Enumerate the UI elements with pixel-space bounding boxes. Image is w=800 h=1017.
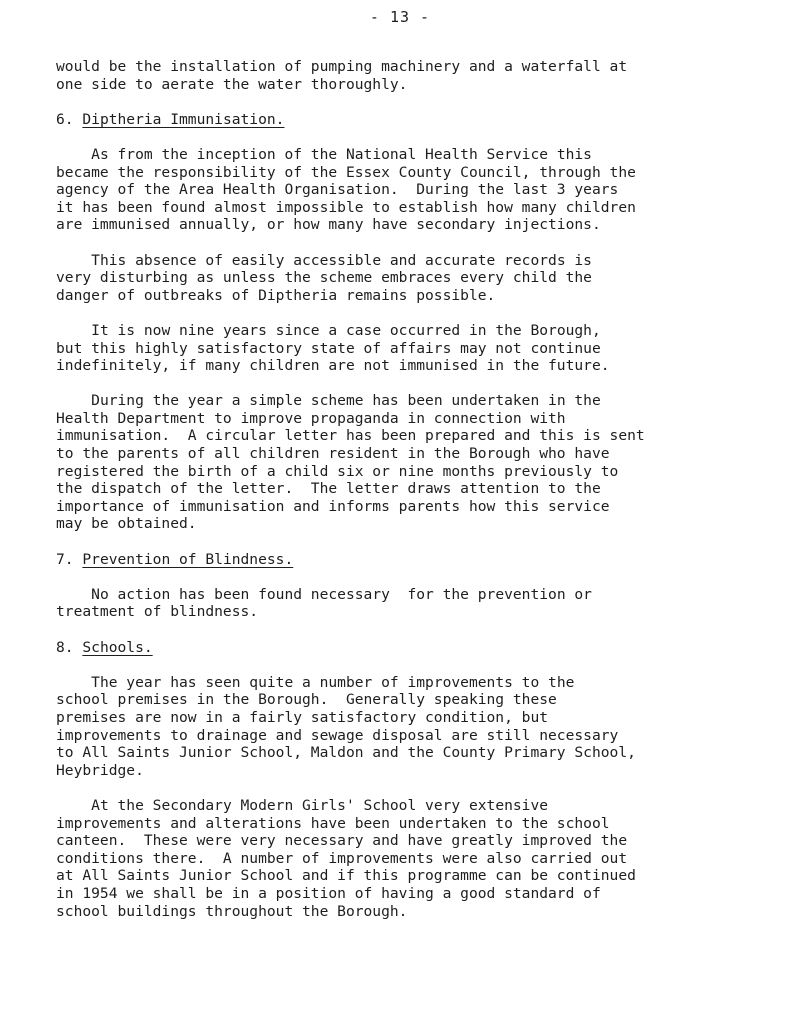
text-line: No action has been found necessary for the prevention or [91,585,592,603]
text-line: school buildings throughout the Borough. [56,902,408,920]
text-line: At the Secondary Modern Girls' School very extensive [91,796,549,814]
paragraph [56,797,776,920]
paragraph [56,586,776,621]
text-line: one side to aerate the water thoroughly. [56,75,408,93]
text-line: to All Saints Junior School, Maldon and the County Primary School, [56,744,636,762]
text-line: registered the birth of a child six or nine months previously to [56,462,619,480]
paragraph [56,58,776,93]
paragraph [56,392,776,533]
text-line: school premises in the Borough. Generally speaking these [56,691,557,709]
document-body [56,58,776,938]
text-line: During the year a simple scheme has been undertaken in the [91,392,601,410]
section-heading [56,551,776,569]
text-line: at All Saints Junior School and if this programme can be continued [56,867,636,885]
text-line: would be the installation of pumping machinery and a waterfall at [56,58,628,75]
text-line: the dispatch of the letter. The letter draws attention to the [56,480,601,498]
section-title: Diptheria Immunisation. [82,110,285,128]
section-title: Prevention of Blindness. [82,550,294,568]
text-line: to the parents of all children resident in the Borough who have [56,445,610,463]
section-number: 7. [56,550,74,568]
text-line: may be obtained. [56,515,197,533]
paragraph [56,674,776,780]
section-title: Schools. [82,638,153,656]
text-line: agency of the Area Health Organisation. During the last 3 years [56,181,619,199]
text-line: This absence of easily accessible and accurate records is [91,251,592,269]
paragraph [56,146,776,234]
text-line: Heybridge. [56,761,144,779]
section-heading [56,639,776,657]
text-line: it has been found almost impossible to establish how many children [56,198,636,216]
text-line: very disturbing as unless the scheme embraces every child the [56,269,592,287]
text-line: importance of immunisation and informs parents how this service [56,497,610,515]
paragraph [56,322,776,375]
text-line: improvements to drainage and sewage disposal are still necessary [56,726,619,744]
text-line: indefinitely, if many children are not immunised in the future. [56,357,610,375]
text-line: canteen. These were very necessary and have greatly improved the [56,832,628,850]
text-line: Health Department to improve propaganda in connection with [56,409,566,427]
text-line: It is now nine years since a case occurred in the Borough, [91,321,601,339]
text-line: improvements and alterations have been undertaken to the school [56,814,610,832]
section-heading [56,111,776,129]
text-line: are immunised annually, or how many have secondary injections. [56,216,601,234]
section-number: 8. [56,638,74,656]
text-line: became the responsibility of the Essex County Council, through the [56,163,636,181]
text-line: immunisation. A circular letter has been prepared and this is sent [56,427,645,445]
text-line: premises are now in a fairly satisfactory condition, but [56,708,549,726]
text-line: in 1954 we shall be in a position of having a good standard of [56,884,601,902]
text-line: As from the inception of the National Health Service this [91,145,592,163]
paragraph [56,252,776,305]
text-line: The year has seen quite a number of improvements to the [91,673,575,691]
section-number: 6. [56,110,74,128]
text-line: treatment of blindness. [56,603,259,621]
text-line: danger of outbreaks of Diptheria remains possible. [56,286,496,304]
page-number: - 13 - [369,8,431,26]
text-line: conditions there. A number of improvements were also carried out [56,849,628,867]
text-line: but this highly satisfactory state of affairs may not continue [56,339,601,357]
